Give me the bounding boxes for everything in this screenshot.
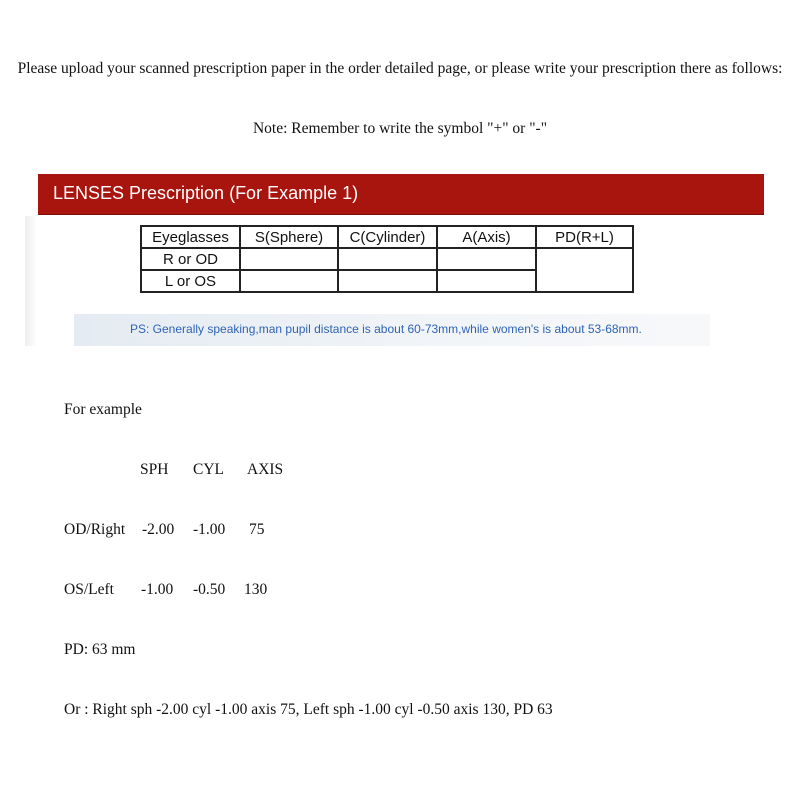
pd-line: PD: 63 mm xyxy=(64,641,136,658)
empty-cell xyxy=(437,248,536,270)
column-header-cyl: CYL xyxy=(193,461,224,478)
prescription-example-panel xyxy=(25,172,770,350)
table-header-cell: C(Cylinder) xyxy=(338,226,437,248)
table-header-row xyxy=(141,226,633,248)
table-header-cell: A(Axis) xyxy=(437,226,536,248)
empty-cell xyxy=(240,248,338,270)
od-row-label: OD/Right xyxy=(64,521,126,538)
table-header-cell: Eyeglasses xyxy=(141,226,240,248)
empty-cell xyxy=(338,248,437,270)
os-row-label: OS/Left xyxy=(64,581,114,598)
table-header-cell: PD(R+L) xyxy=(536,226,633,248)
intro-text: Please upload your scanned prescription paper in the order detailed page, or please write your prescription there as follows: xyxy=(17,60,783,77)
empty-cell xyxy=(240,270,338,292)
ps-note-band xyxy=(74,314,710,346)
column-header-axis: AXIS xyxy=(247,461,284,478)
pd-merged-cell xyxy=(536,248,633,292)
od-axis-value: 75 xyxy=(249,521,265,538)
row-label-cell: R or OD xyxy=(141,248,240,270)
table-header-cell: S(Sphere) xyxy=(240,226,338,248)
column-header-sph: SPH xyxy=(140,461,169,478)
empty-cell xyxy=(338,270,437,292)
os-sph-value: -1.00 xyxy=(141,581,174,598)
example-heading: For example xyxy=(64,401,142,418)
od-sph-value: -2.00 xyxy=(142,521,175,538)
os-cyl-value: -0.50 xyxy=(193,581,226,598)
os-axis-value: 130 xyxy=(244,581,268,598)
panel-shadow xyxy=(25,216,37,346)
alternative-format-line: Or : Right sph -2.00 cyl -1.00 axis 75, Left sph -1.00 cyl -0.50 axis 130, PD 63 xyxy=(64,701,553,718)
prescription-table xyxy=(140,225,634,293)
panel-header-title: LENSES Prescription (For Example 1) xyxy=(53,183,359,203)
table-row xyxy=(141,248,633,270)
panel-header-bar xyxy=(38,174,764,215)
empty-cell xyxy=(437,270,536,292)
note-text: Note: Remember to write the symbol "+" or "-" xyxy=(252,120,548,137)
ps-note-text: PS: Generally speaking,man pupil distance is about 60-73mm,while women's is about 53-68mm. xyxy=(130,322,642,336)
od-cyl-value: -1.00 xyxy=(193,521,226,538)
row-label-cell: L or OS xyxy=(141,270,240,292)
